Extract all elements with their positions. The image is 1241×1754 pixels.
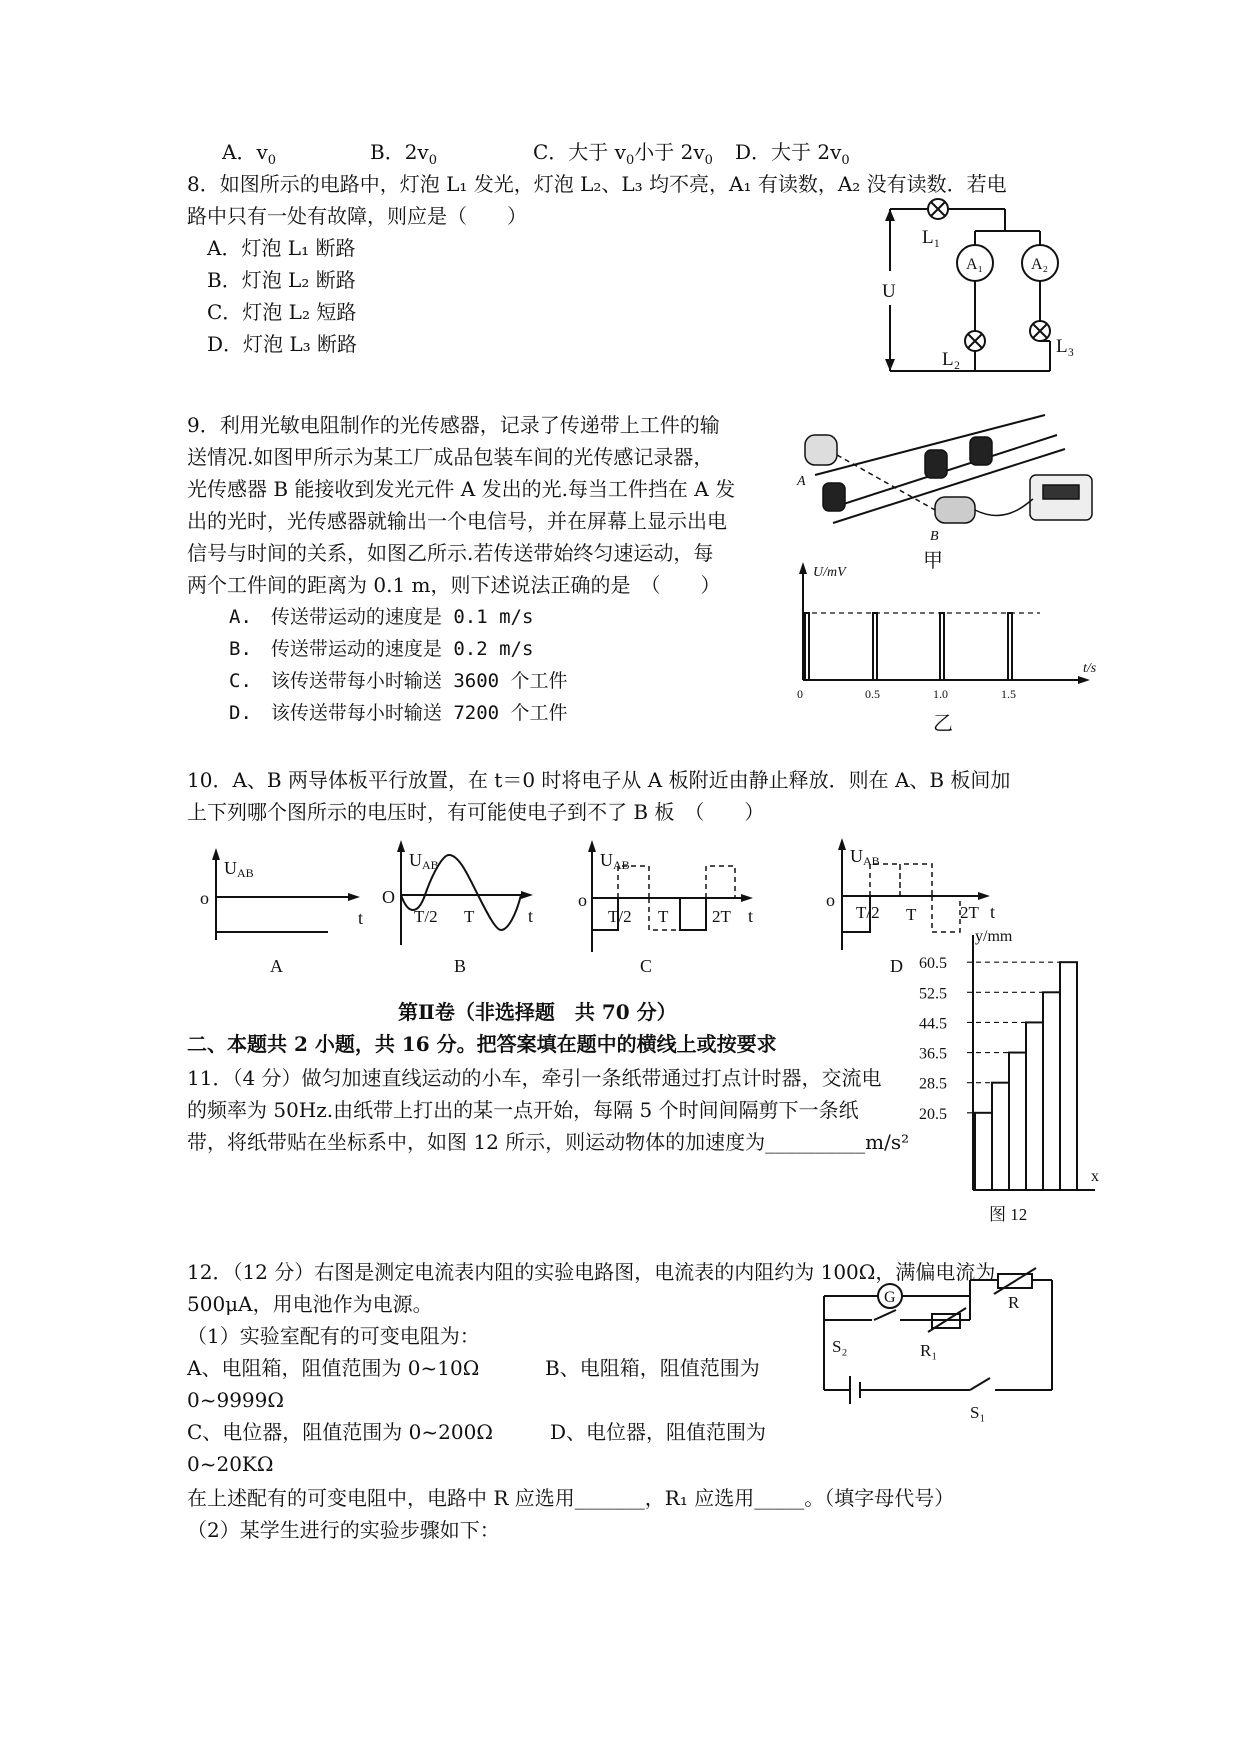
q11-tick-label: 60.5 [919, 955, 947, 973]
q8-label-l3: L₃ [1056, 336, 1075, 357]
q8-option-d: D．灯泡 L₃ 断路 [207, 332, 358, 356]
q11-bar [1026, 1022, 1043, 1190]
q12-sub1: （1）实验室配有的可变电阻为： [187, 1324, 480, 1348]
q12-option-c: C、电位器，阻值范围为 0~200Ω [187, 1420, 493, 1444]
q8-label-u: U [882, 281, 896, 302]
q11-stem-line3: 带，将纸带贴在坐标系中，如图 12 所示，则运动物体的加速度为__________m/s² [187, 1130, 910, 1154]
q10-d-origin: o [826, 890, 835, 910]
q10-d-ysub: AB [863, 854, 880, 868]
q11-caption: 图 12 [989, 1205, 1028, 1224]
q12-label-r1: R₁ [920, 1341, 938, 1360]
q8-option-b: B．灯泡 L₂ 断路 [207, 268, 356, 292]
q9-figure-yi [795, 560, 1115, 740]
q8-stem-line1: 8．如图所示的电路中，灯泡 L₁ 发光，灯泡 L₂、L₃ 均不亮，A₁ 有读数，A₂ 没有读数．若电 [187, 172, 1007, 196]
q10-d-caption: D [890, 956, 903, 976]
q9-stem-line6: 两个工件间的距离为 0.1 m，则下述说法正确的是 （ ） [187, 573, 721, 597]
q9-stem-line2: 送情况.如图甲所示为某工厂成品包装车间的光传感记录器， [187, 445, 714, 469]
q10-b-ysub: AB [422, 858, 439, 872]
q10-b-t: t [528, 906, 534, 926]
q10-c-tick-t: T [658, 907, 669, 926]
q9-figure-jia [795, 415, 1105, 575]
q8-label-l1: L₁ [922, 227, 941, 248]
q12-label-r: R [1008, 1293, 1020, 1312]
q9-option-a: A. 传送带运动的速度是 0.1 m/s [229, 606, 534, 628]
q11-bar [1043, 992, 1060, 1190]
q11-stem-line2: 的频率为 50Hz.由纸带上打出的某一点开始，每隔 5 个时间间隔剪下一条纸 [187, 1098, 859, 1122]
q10-stem-line2: 上下列哪个图所示的电压时，有可能使电子到不了 B 板 （ ） [187, 800, 765, 824]
q9-stem-line4: 出的光时，光传感器就输出一个电信号，并在屏幕上显示出电 [187, 509, 727, 533]
q12-circuit-diagram [820, 1272, 1060, 1432]
q10-d-t: t [990, 902, 996, 922]
q10-graph-c [578, 840, 768, 980]
q11-tick-label: 44.5 [919, 1015, 947, 1033]
q10-graph-b [378, 840, 548, 980]
q10-b-ylabel: U [409, 850, 422, 870]
q12-label-g: G [884, 1289, 896, 1306]
svg-text:UAB [409, 850, 439, 872]
q9-yi-tick-0: 0 [797, 687, 803, 701]
q10-a-ylabel: U [224, 858, 237, 878]
svg-text:UAB [600, 850, 630, 872]
q10-a-ysub: AB [237, 866, 254, 880]
q12-option-d: D、电位器，阻值范围为 [550, 1420, 767, 1444]
q10-d-tick-t: T [906, 905, 917, 924]
q7-option-d: D．大于 $2v_0$ [735, 140, 850, 168]
part2-title: 第Ⅱ卷（非选择题 共 70 分） [398, 1000, 677, 1024]
q10-d-tick-2t: 2T [960, 903, 979, 922]
q9-option-b: B. 传送带运动的速度是 0.2 m/s [229, 638, 534, 660]
q12-option-a: A、电阻箱，阻值范围为 0~10Ω [187, 1356, 480, 1380]
q10-stem-line1: 10．A、B 两导体板平行放置，在 t＝0 时将电子从 A 板附近由静止释放．则在 A、B 板间加 [187, 768, 1011, 792]
q9-stem-line1: 9．利用光敏电阻制作的光传感器，记录了传递带上工件的输 [187, 413, 720, 437]
q9-label-b: B [930, 529, 939, 544]
q11-bar-chart [905, 925, 1105, 1230]
q10-b-tick-t: T [464, 907, 475, 926]
q9-stem-line3: 光传感器 B 能接收到发光元件 A 发出的光.每当工件挡在 A 发 [187, 477, 736, 501]
q9-caption-jia: 甲 [923, 550, 943, 572]
q10-graph-a [200, 848, 370, 978]
q12-sub2: （2）某学生进行的实验步骤如下： [187, 1518, 500, 1542]
q12-stem-line2: 500μA，用电池作为电源。 [187, 1292, 433, 1316]
q10-a-t: t [358, 908, 364, 928]
q12-option-b-range: 0~9999Ω [187, 1388, 284, 1412]
q10-c-tick-2t: 2T [712, 907, 731, 926]
q7-option-a: A．$v_0$ [222, 140, 277, 168]
q11-xlabel: x [1091, 1168, 1099, 1185]
q8-label-a1: A₁ [966, 256, 984, 273]
q8-option-a: A．灯泡 L₁ 断路 [207, 236, 356, 260]
q11-stem-line1: 11．（4 分）做匀加速直线运动的小车，牵引一条纸带通过打点计时器，交流电 [187, 1066, 882, 1090]
q7-option-c: C．大于 $v_0$小于 $2v_0$ [533, 140, 713, 168]
q10-c-caption: C [640, 956, 653, 976]
q10-a-caption: A [270, 956, 283, 976]
q8-option-c: C．灯泡 L₂ 短路 [207, 300, 357, 324]
q12-option-b: B、电阻箱，阻值范围为 [545, 1356, 760, 1380]
q8-label-l2: L₂ [942, 349, 961, 370]
q11-bar [1060, 962, 1077, 1190]
q7-option-b: B．$2v_0$ [370, 140, 438, 168]
q11-tick-label: 28.5 [919, 1075, 947, 1093]
q11-bar [975, 1113, 992, 1190]
q11-tick-label: 36.5 [919, 1045, 947, 1063]
q9-label-a: A [797, 474, 806, 489]
q10-d-tick-t2: T/2 [856, 903, 880, 922]
section-2-heading: 二、本题共 2 小题，共 16 分。把答案填在题中的横线上或按要求 [187, 1032, 777, 1056]
q10-b-origin: O [382, 887, 395, 907]
q12-stem-line1: 12．（12 分）右图是测定电流表内阻的实验电路图，电流表的内阻约为 100Ω，满偏电流为 [187, 1260, 996, 1284]
q10-d-ylabel: U [850, 846, 863, 866]
q9-option-c: C. 该传送带每小时输送 3600 个工件 [229, 670, 568, 692]
q10-c-t: t [748, 906, 754, 926]
q10-c-origin: o [578, 890, 587, 910]
q8-label-a2: A₂ [1031, 256, 1049, 273]
q9-yi-xlabel: t/s [1083, 661, 1097, 676]
q12-label-s1: S₁ [970, 1403, 986, 1422]
q9-yi-ylabel: U/mV [813, 565, 846, 580]
q12-option-d-range: 0~20KΩ [187, 1452, 274, 1476]
q10-c-ylabel: U [600, 850, 613, 870]
q11-bar [1009, 1053, 1026, 1190]
q12-label-s2: S₂ [832, 1337, 848, 1356]
q8-stem-line2: 路中只有一处有故障，则应是（ ） [187, 204, 527, 228]
q9-stem-line5: 信号与时间的关系，如图乙所示.若传送带始终匀速运动，每 [187, 541, 714, 565]
q8-circuit-diagram [880, 205, 1080, 375]
svg-text:UAB [224, 858, 254, 880]
q10-a-origin: o [200, 888, 209, 908]
q10-b-caption: B [454, 956, 467, 976]
q11-tick-label: 52.5 [919, 985, 947, 1003]
q9-yi-tick-10: 1.0 [933, 687, 948, 701]
q10-b-tick-t2: T/2 [414, 907, 438, 926]
q11-tick-label: 20.5 [919, 1105, 947, 1123]
svg-text:UAB [850, 846, 880, 868]
q11-ylabel: y/mm [975, 928, 1013, 945]
q9-yi-tick-15: 1.5 [1001, 687, 1016, 701]
q9-option-d: D. 该传送带每小时输送 7200 个工件 [229, 702, 568, 724]
q9-yi-tick-05: 0.5 [865, 687, 880, 701]
q10-c-ysub: AB [613, 858, 630, 872]
q10-c-tick-t2: T/2 [608, 907, 632, 926]
q9-caption-yi: 乙 [933, 713, 953, 735]
q12-question: 在上述配有的可变电阻中，电路中 R 应选用_______，R₁ 应选用_____。（填字母代号） [187, 1486, 955, 1510]
q11-bar [992, 1083, 1009, 1190]
